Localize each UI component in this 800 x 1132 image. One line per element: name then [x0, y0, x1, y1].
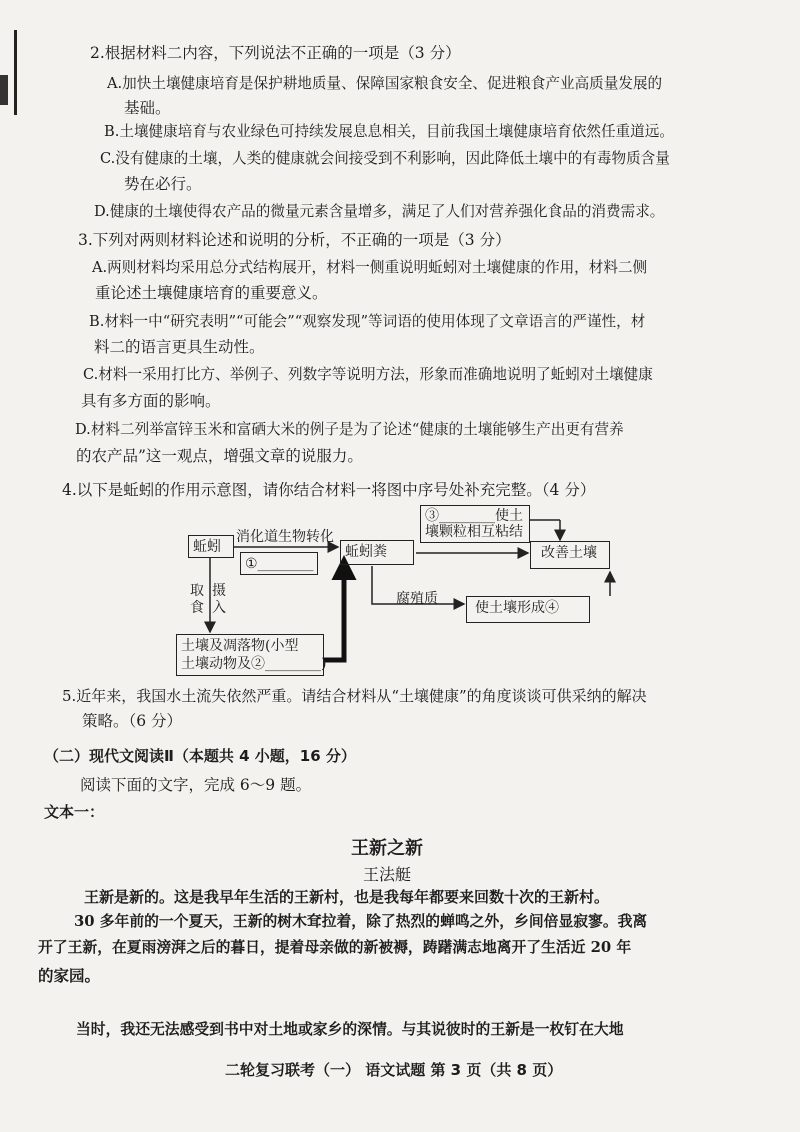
- text-one-label: 文本一：: [44, 803, 105, 821]
- question-2-stem: 2.根据材料二内容，下列说法不正确的一项是（3 分）: [90, 44, 461, 62]
- question-2-option-a-cont: 基础。: [124, 99, 171, 117]
- article-title: 王新之新: [351, 838, 423, 859]
- article-paragraph-3-line-1: 当时，我还无法感受到书中对土地或家乡的深情。与其说彼时的王新是一枚钉在大地: [76, 1021, 624, 1038]
- question-2-option-c: C.没有健康的土壤，人类的健康就会间接受到不利影响，因此降低土壤中的有毒物质含量: [100, 150, 670, 167]
- humus-label: 腐殖质: [396, 591, 438, 607]
- question-3-stem: 3.下列对两则材料论述和说明的分析，不正确的一项是（3 分）: [78, 231, 511, 249]
- improve-soil-box: 改善土壤: [530, 541, 610, 569]
- question-2-option-d: D.健康的土壤使得农产品的微量元素含量增多，满足了人们对营养强化食品的消费需求。: [94, 203, 665, 220]
- litter-line2: 土壤动物及②________): [181, 656, 327, 672]
- question-5-stem-cont: 策略。（6 分）: [82, 712, 183, 730]
- litter-line1: 土壤及凋落物(小型: [181, 638, 299, 654]
- question-3-option-b-cont: 料二的语言更具生动性。: [94, 338, 265, 356]
- take-food-label: 取食: [190, 583, 204, 616]
- page-footer: 二轮复习联考（一） 语文试题 第 3 页（共 8 页）: [225, 1061, 563, 1079]
- article-paragraph-1: 王新是新的。这是我早年生活的王新村，也是我每年都要来回数十次的王新村。: [84, 888, 610, 906]
- question-3-option-c-cont: 具有多方面的影响。: [81, 392, 221, 410]
- blank-2-box: [176, 634, 327, 676]
- question-3-option-c: C.材料一采用打比方、举例子、列数字等说明方法，形象而准确地说明了蚯蚓对土壤健康: [83, 366, 653, 383]
- question-2-option-b: B.土壤健康培育与农业绿色可持续发展息息相关，目前我国土壤健康培育依然任重道远。: [104, 123, 674, 140]
- section-heading: （二）现代文阅读Ⅱ（本题共 4 小题，16 分）: [44, 747, 356, 765]
- blank-3-line2: 壤颗粒相互粘结: [425, 524, 523, 540]
- digestion-label: 消化道生物转化: [236, 529, 334, 545]
- article-paragraph-2-line-3: 的家园。: [38, 966, 101, 985]
- question-5-stem: 5.近年来，我国水土流失依然严重。请结合材料从“土壤健康”的角度谈谈可供采纳的解决: [62, 687, 647, 705]
- question-3-option-d: D.材料二列举富锌玉米和富硒大米的例子是为了论述“健康的土壤能够生产出更有营养: [75, 421, 624, 438]
- blank-3-box: [420, 505, 530, 543]
- question-2-option-a: A.加快土壤健康培育是保护耕地质量、保障国家粮食安全、促进粮食产业高质量发展的: [107, 75, 663, 92]
- article-paragraph-2-line-2: 开了王新，在夏雨滂湃之后的暮日，提着母亲做的新被褥，踌躇满志地离开了生活近 20 年: [38, 939, 632, 956]
- question-3-option-b: B.材料一中“研究表明”“可能会”“观察发现”等词语的使用体现了文章语言的严谨性，材: [89, 313, 646, 330]
- ingest-label: 摄入: [212, 583, 226, 616]
- blank-3-line1: ③________使土: [425, 508, 523, 524]
- blank-4-box: 使土壤形成④: [466, 596, 590, 623]
- article-paragraph-2-line-1: 30 多年前的一个夏天，王新的树木耷拉着，除了热烈的蝉鸣之外，乡间倍显寂寥。我离: [74, 913, 648, 930]
- article-author: 王法艇: [363, 865, 412, 884]
- reading-instruction: 阅读下面的文字，完成 6～9 题。: [80, 776, 312, 794]
- feces-box: 蚯蚓粪: [340, 540, 414, 565]
- question-3-option-d-cont: 的农产品”这一观点，增强文章的说服力。: [76, 447, 363, 465]
- earthworm-box: 蚯蚓: [188, 535, 234, 558]
- blank-1-box: ①________: [240, 552, 318, 575]
- question-3-option-a: A.两则材料均采用总分式结构展开，材料一侧重说明蚯蚓对土壤健康的作用，材料二侧: [92, 259, 648, 276]
- question-4-stem: 4.以下是蚯蚓的作用示意图，请你结合材料一将图中序号处补充完整。（4 分）: [62, 481, 596, 499]
- question-2-option-c-cont: 势在必行。: [124, 175, 202, 193]
- question-3-option-a-cont: 重论述土壤健康培育的重要意义。: [95, 284, 328, 302]
